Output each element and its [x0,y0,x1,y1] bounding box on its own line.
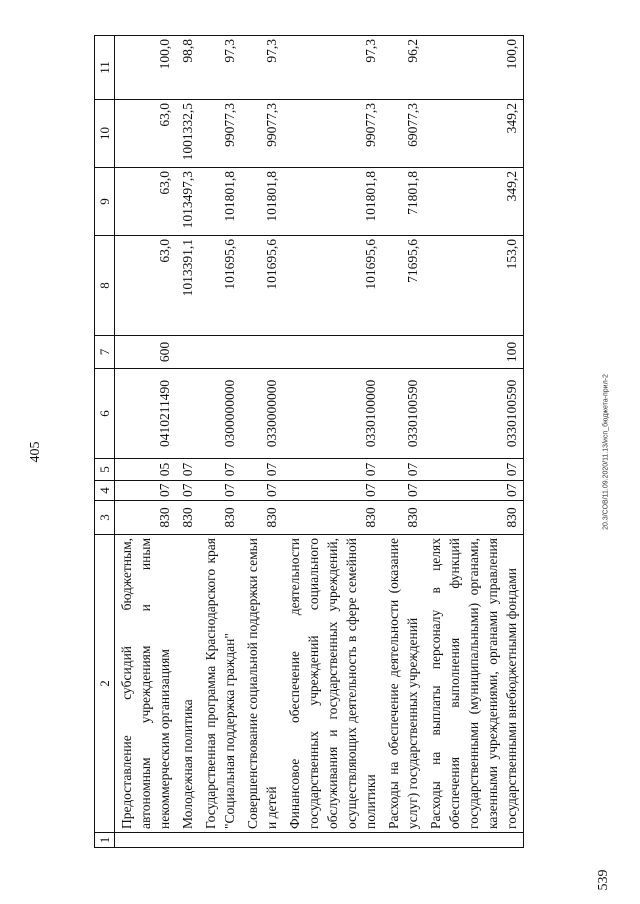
cell-percent: 100,0 [115,36,177,100]
cell-ved: 830 [424,501,524,535]
cell-plan: 101695,6 [283,236,382,336]
cell-approved: 1013497,3 [176,168,199,236]
cell-rz: 07 [283,481,382,501]
cell-csr: 0300000000 [199,369,241,459]
cell-rz: 07 [382,481,424,501]
cell-executed: 349,2 [424,100,524,168]
header-cell: 1 [95,833,115,848]
cell-csr: 0330100000 [283,369,382,459]
cell-rz: 07 [424,481,524,501]
cell-ved: 830 [283,501,382,535]
cell-vr [199,336,241,369]
cell-pr: 07 [382,459,424,481]
cell-vr [241,336,283,369]
cell-csr: 0330100590 [424,369,524,459]
cell-ved: 830 [199,501,241,535]
cell-ved: 830 [241,501,283,535]
cell-approved: 101801,8 [199,168,241,236]
cell-percent: 96,2 [382,36,424,100]
budget-table-rotated [94,36,584,848]
table-row [382,36,424,848]
cell-ved: 830 [176,501,199,535]
cell-num [241,833,283,848]
cell-approved: 101801,8 [241,168,283,236]
table-row [241,36,283,848]
header-cell: 10 [95,100,115,168]
cell-name: Предоставление субсидий бюджетным, автономным учреждениям и иным некоммерческим организациям [115,535,177,833]
table-row [115,36,177,848]
cell-csr: 0330000000 [241,369,283,459]
table-row [424,36,524,848]
cell-num [176,833,199,848]
cell-rz: 07 [199,481,241,501]
cell-rz: 07 [115,481,177,501]
cell-executed: 99077,3 [241,100,283,168]
table-row [199,36,241,848]
cell-pr: 05 [115,459,177,481]
cell-rz: 07 [241,481,283,501]
cell-approved: 71801,8 [382,168,424,236]
cell-ved: 830 [115,501,177,535]
cell-percent: 100,0 [424,36,524,100]
cell-num [382,833,424,848]
header-cell: 3 [95,501,115,535]
table-row [176,36,199,848]
side-page-number: 539 [596,869,611,891]
cell-plan: 101695,6 [241,236,283,336]
page-number: 405 [28,441,43,463]
cell-num [199,833,241,848]
header-cell: 6 [95,369,115,459]
cell-pr: 07 [176,459,199,481]
header-cell: 8 [95,236,115,336]
cell-pr: 07 [241,459,283,481]
header-row [95,36,115,848]
cell-num [424,833,524,848]
cell-vr [176,336,199,369]
cell-plan: 101695,6 [199,236,241,336]
cell-name: Государственная программа Краснодарского края "Социальная поддержка граждан" [199,535,241,833]
cell-vr: 100 [424,336,524,369]
cell-percent: 98,8 [176,36,199,100]
cell-name: Совершенствование социальной поддержки семьи и детей [241,535,283,833]
header-cell: 5 [95,459,115,481]
cell-num [283,833,382,848]
cell-csr: 0410211490 [115,369,177,459]
cell-vr: 600 [115,336,177,369]
cell-pr: 07 [424,459,524,481]
header-cell: 2 [95,535,115,833]
document-stamp: 20.3/СОВ/11.09.2020/11.13/исп_бюджета-прил-2 [602,374,610,530]
cell-percent: 97,3 [199,36,241,100]
cell-approved: 63,0 [115,168,177,236]
cell-pr: 07 [283,459,382,481]
cell-executed: 69077,3 [382,100,424,168]
cell-name: Молодежная политика [176,535,199,833]
cell-csr: 0330100590 [382,369,424,459]
cell-csr [176,369,199,459]
budget-table [94,35,524,848]
cell-name: Расходы на выплаты персоналу в целях обеспечения выполнения функций государственными (муниципальными) органами, казенными учреждениями, органами управления государственными внебюджетными фондами [424,535,524,833]
header-cell: 9 [95,168,115,236]
cell-plan: 153,0 [424,236,524,336]
header-cell: 7 [95,336,115,369]
cell-executed: 1001332,5 [176,100,199,168]
cell-plan: 63,0 [115,236,177,336]
cell-vr [283,336,382,369]
cell-ved: 830 [382,501,424,535]
cell-executed: 63,0 [115,100,177,168]
cell-rz: 07 [176,481,199,501]
cell-plan: 1013391,1 [176,236,199,336]
cell-executed: 99077,3 [199,100,241,168]
cell-percent: 97,3 [241,36,283,100]
cell-percent: 97,3 [283,36,382,100]
table-row [283,36,382,848]
cell-name: Расходы на обеспечение деятельности (оказание услуг) государственных учреждений [382,535,424,833]
cell-num [115,833,177,848]
cell-executed: 99077,3 [283,100,382,168]
cell-approved: 349,2 [424,168,524,236]
cell-approved: 101801,8 [283,168,382,236]
cell-name: Финансовое обеспечение деятельности государственных учреждений социального обслуживания и государственных учреждений, осуществляющих деятельность в сфере семейной политики [283,535,382,833]
header-cell: 4 [95,481,115,501]
cell-vr [382,336,424,369]
cell-pr: 07 [199,459,241,481]
header-cell: 11 [95,36,115,100]
cell-plan: 71695,6 [382,236,424,336]
